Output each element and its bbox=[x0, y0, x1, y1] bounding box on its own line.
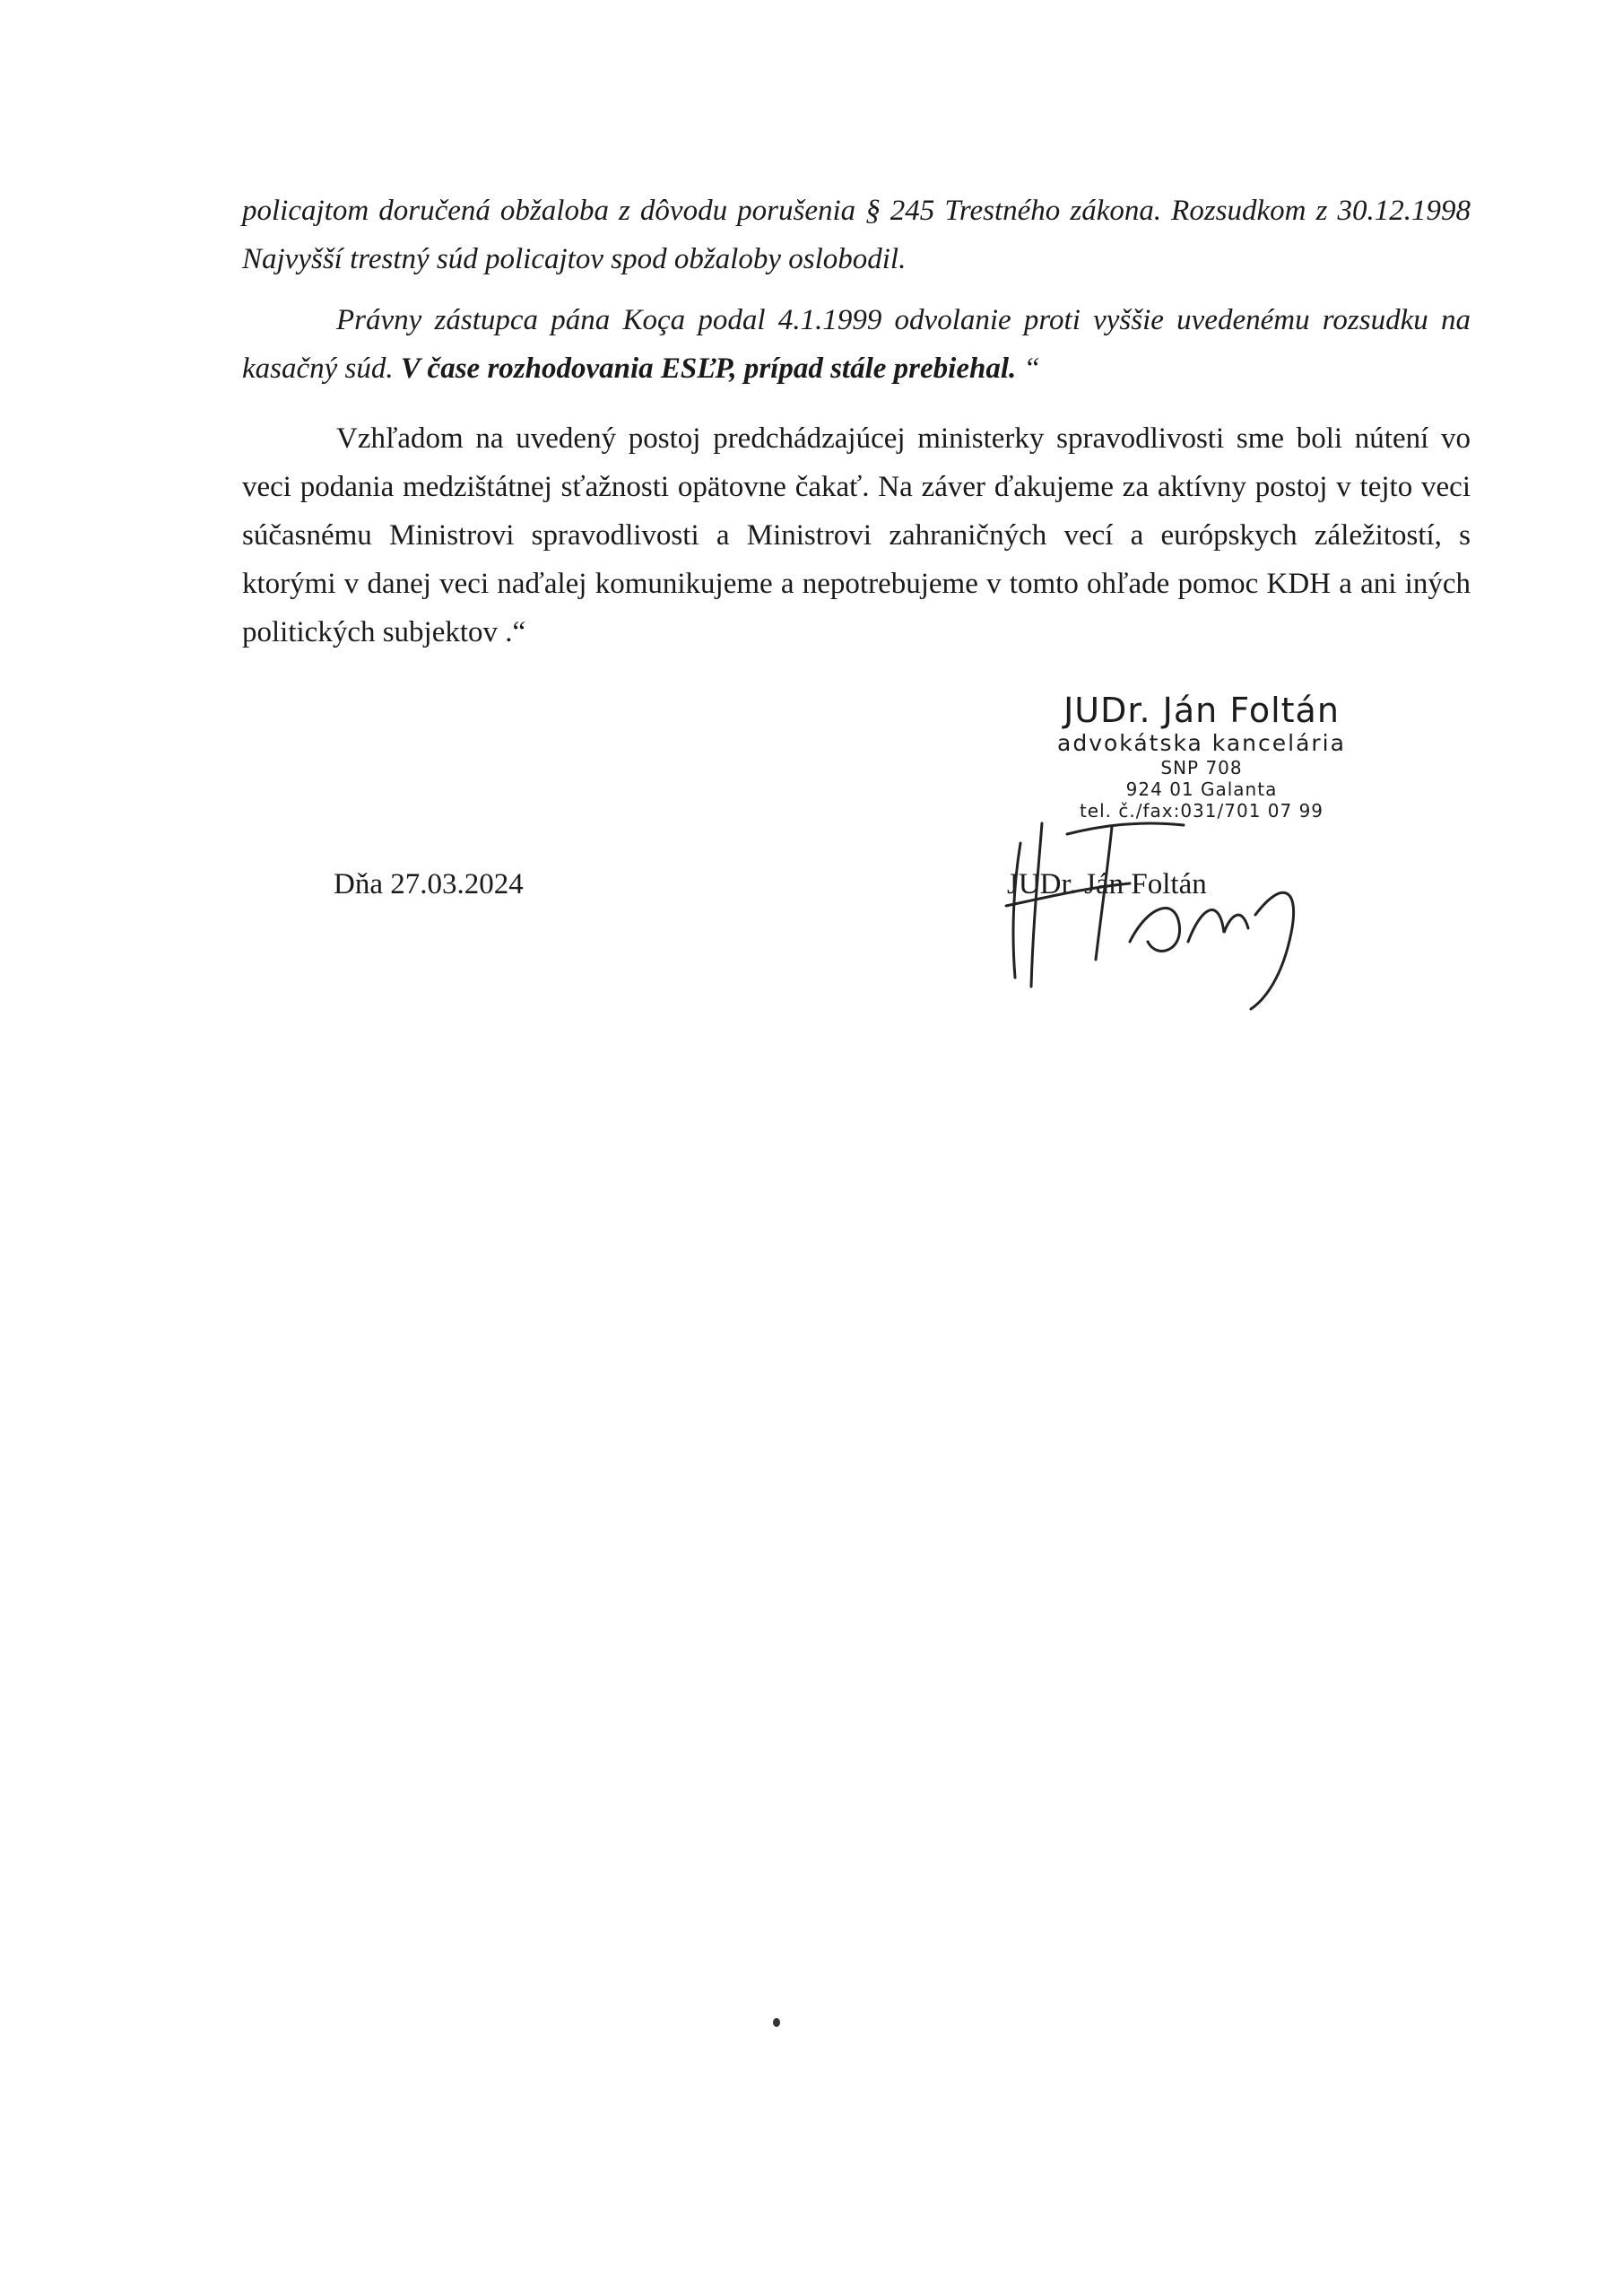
paragraph-2-bold: V čase rozhodovania ESĽP, prípad stále prebiehal. bbox=[400, 352, 1017, 385]
handwritten-signature bbox=[995, 807, 1318, 1013]
stamp-name: JUDr. Ján Foltán bbox=[1063, 691, 1340, 730]
stamp-subtitle: advokátska kancelária bbox=[1057, 730, 1346, 756]
paragraph-2-regular: Právny zástupca pána Koça podal 4.1.1999 odvolanie proti vyššie uvedenému rozsudku na kasačný súd. bbox=[242, 304, 1471, 385]
paragraph-2-end: “ bbox=[1016, 352, 1040, 385]
paragraph-2 bbox=[242, 296, 1471, 393]
paragraph-3: Vzhľadom na uvedený postoj predchádzajúcej ministerky spravodlivosti sme boli nútení vo veci podania medzištátnej sťažnosti opätovne čakať. Na záver ďakujeme za aktívny postoj v tejto veci súčasnému Ministrovi spravodlivosti a Ministrovi zahraničných vecí a európskych záležitostí, s ktorými v danej veci naďalej komunikujeme a nepotrebujeme v tomto ohľade pomoc KDH a ani iných politických subjektov .“ bbox=[242, 422, 1471, 648]
date-line: Dňa 27.03.2024 bbox=[334, 868, 524, 900]
stamp-street: SNP 708 bbox=[1160, 757, 1243, 778]
stamp-phone: tel. č./fax:031/701 07 99 bbox=[1079, 800, 1324, 822]
ink-dot bbox=[773, 2018, 780, 2027]
signatory-name: JUDr. Ján Foltán bbox=[1007, 868, 1207, 900]
law-office-stamp bbox=[1031, 691, 1372, 822]
paragraph-1: policajtom doručená obžaloba z dôvodu porušenia § 245 Trestného zákona. Rozsudkom z 30.12.1998 Najvyšší trestný súd policajtov spod obžaloby oslobodil. bbox=[242, 195, 1471, 275]
stamp-city: 924 01 Galanta bbox=[1125, 778, 1278, 800]
